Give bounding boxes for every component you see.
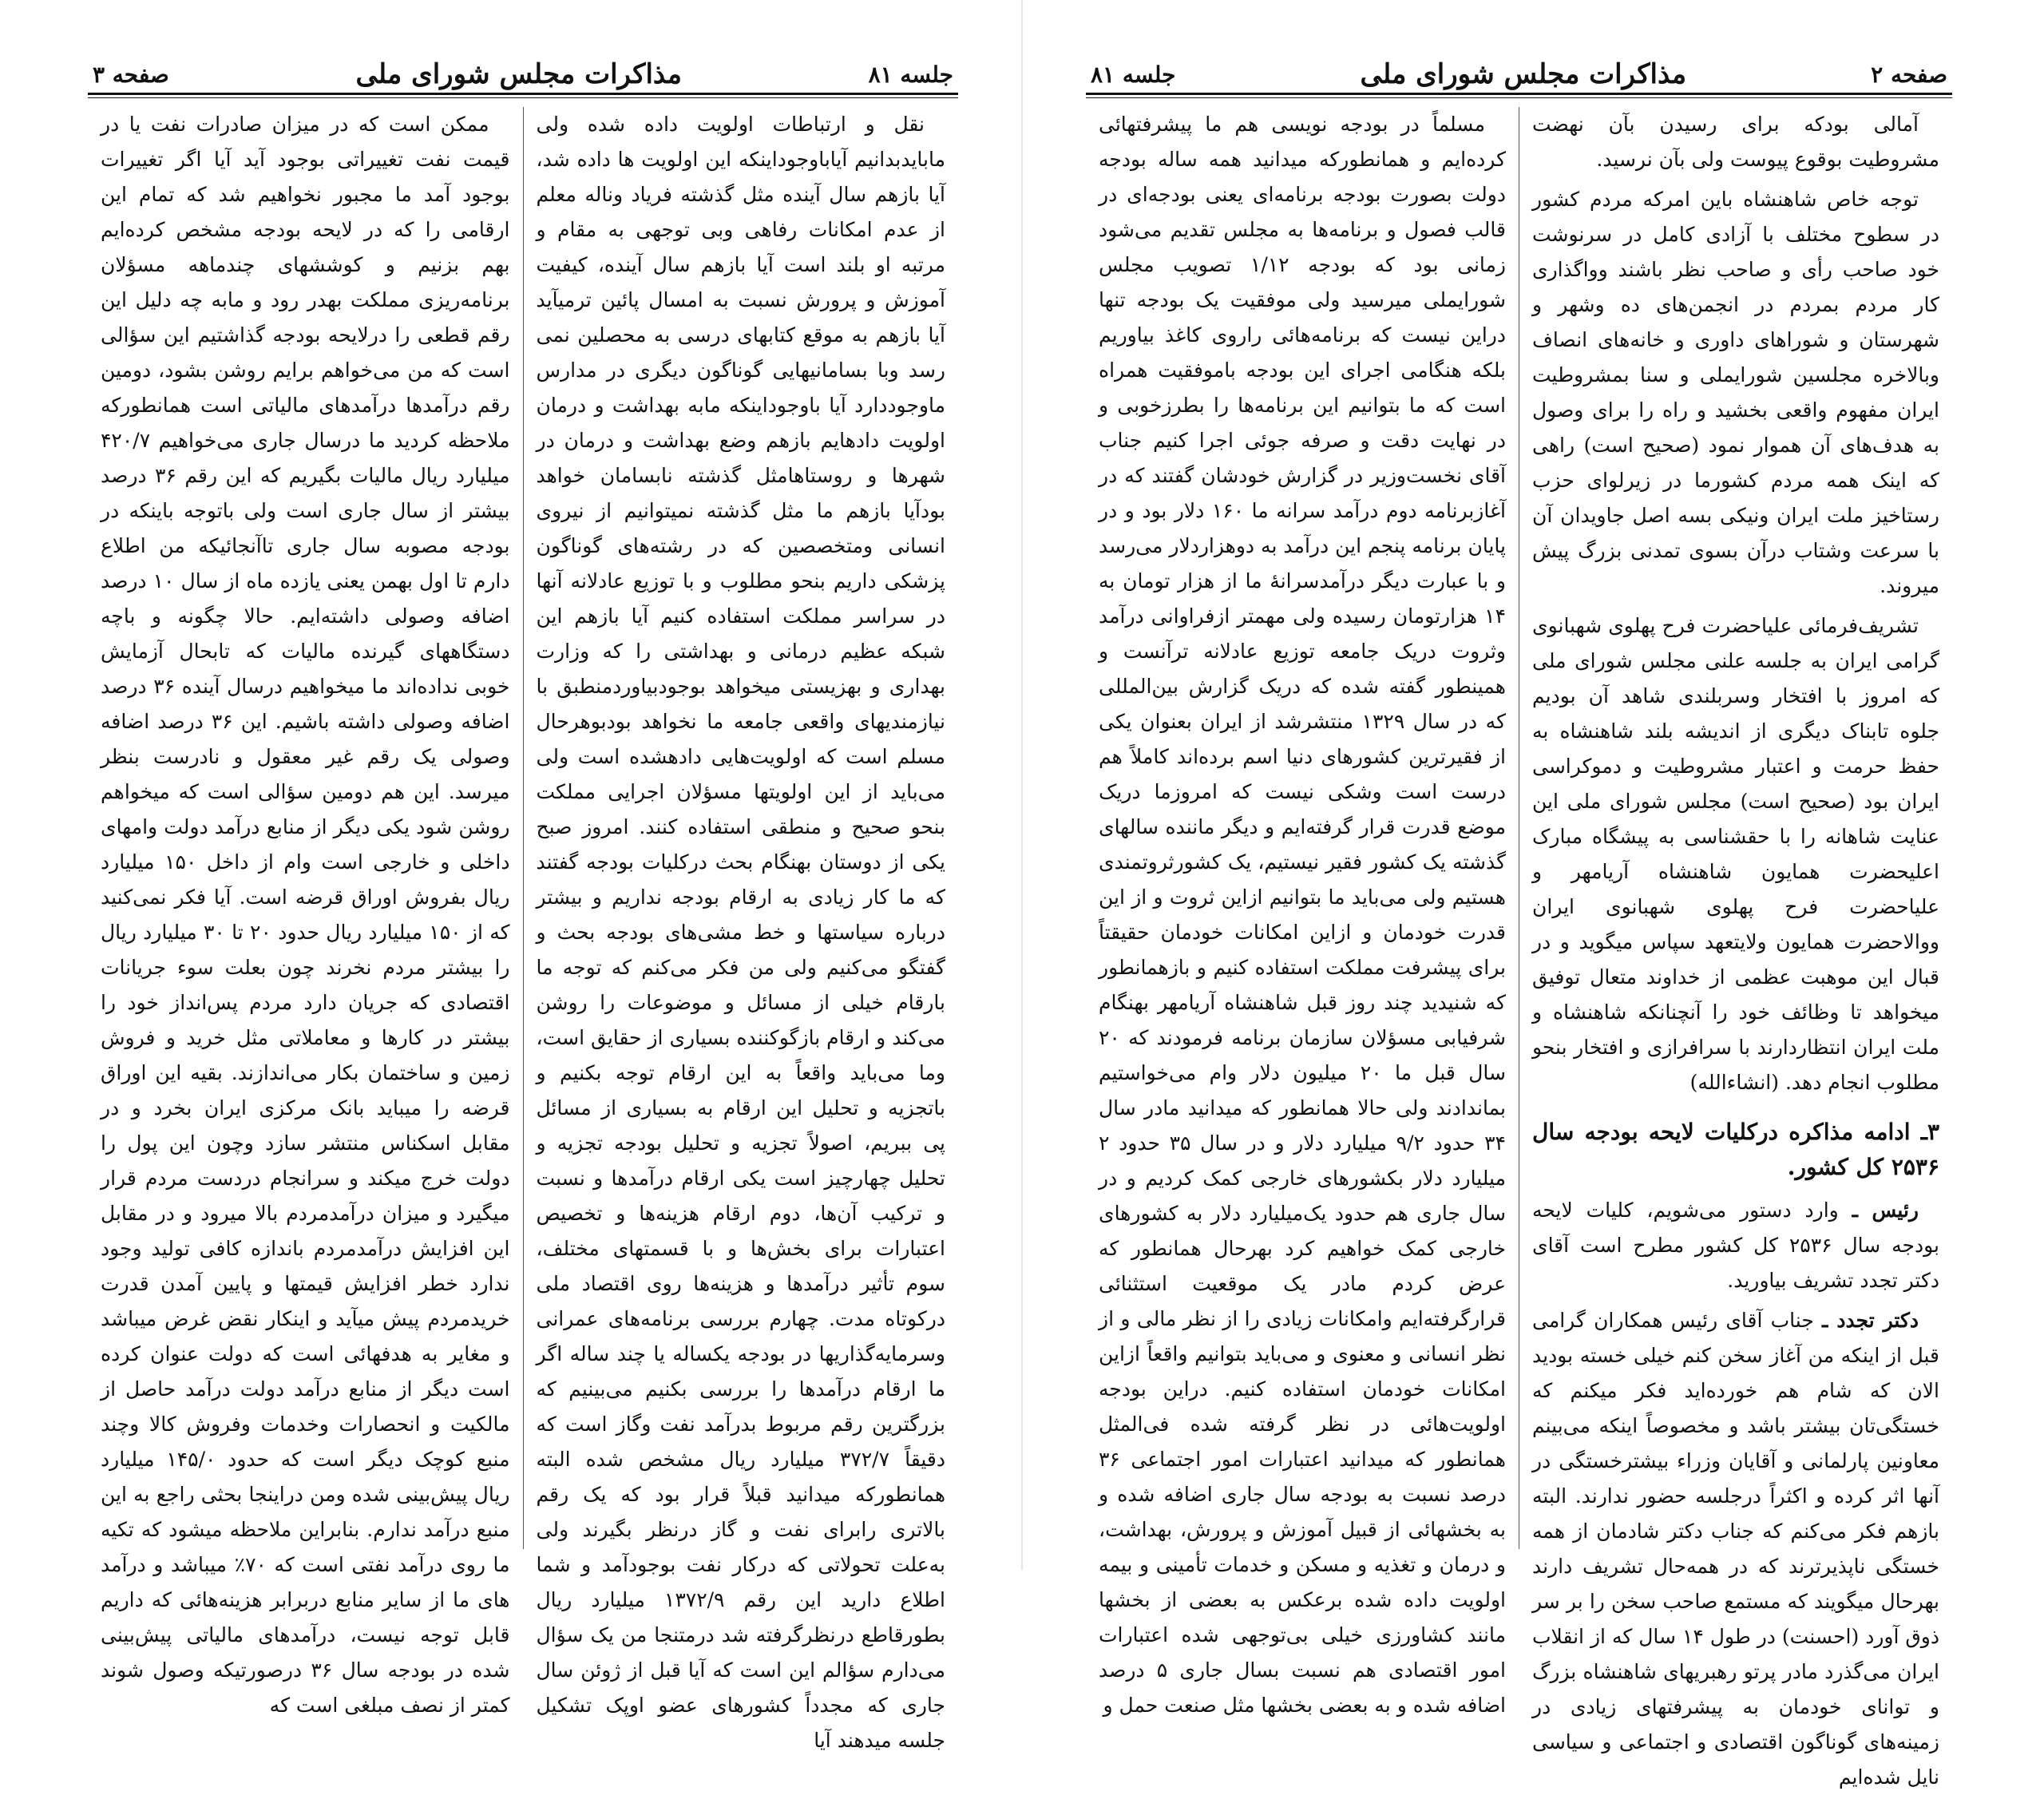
paragraph: آمالی بودکه برای رسیدن بآن نهضت مشروطیت بوقوع پیوست ولی بآن نرسید. [1532, 113, 1939, 171]
header-rule [1086, 97, 1952, 98]
speaker-paragraph [1532, 1193, 1939, 1298]
header-rule [88, 97, 958, 98]
paragraph: تشریف‌فرمائی علیاحضرت فرح پهلوی شهبانوی گرامی ایران به جلسه علنی مجلس شورای ملی که امروز با افتخار وسربلندی شاهد آن بودیم جلوه تابناک دیگری از اندیشه بلند شاهنشاه به حفظ حرمت و اعتبار مشروطیت و دموکراسی ایران بود (صحیح است) مجلس شورای ملی این عنایت شاهانه را با حقشناسی به پیشگاه مبارک اعلیحضرت همایون شاهنشاه آریامهر و علیاحضرت فرح پهلوی شهبانوی ایران ووالاحضرت همایون ولایتعهد سپاس میگوید و در قبال این موهبت عظمی از خداوند متعال توفیق میخواهد تا وظائف خود را آنچنانکه شاهنشاه و ملت ایران انتظاردارند با سرافرازی و افتخار بنحو مطلوب انجام دهد. (انشاءالله) [1532, 614, 1939, 1094]
session-label: جلسه ۸۱ [1091, 61, 1176, 88]
column-right [1519, 107, 1952, 1789]
text-columns [1086, 107, 1952, 1789]
column-left [1086, 107, 1519, 1717]
paragraph: مسلماً در بودجه نویسی هم ما پیشرفتهائی کرده‌ایم و همانطورکه میدانید همه ساله بودجه دولت بصورت بودجه برنامه‌ای یعنی بودجه‌ای در قالب فصول و برنامه‌ها به مجلس تقدیم می‌شود زمانی بود که بودجه ۱/۱۲ تصویب مجلس شورایملی میرسید ولی موفقیت یک بودجه تنها دراین نیست که برنامه‌هائی راروی کاغذ بیاوریم بلکه هنگامی اجرای این بودجه باموفقیت همراه است که ما بتوانیم این برنامه‌ها را بطرزخوبی و در نهایت دقت و صرفه جوئی اجرا کنیم جناب آقای نخست‌وزیر در گزارش خودشان گفتند که در آغازبرنامه دوم درآمد سرانه ما ۱۶۰ دلار بود و در پایان برنامه پنجم این درآمد به دوهزاردلار می‌رسد و با عبارت دیگر درآمدسرانهٔ ما از هزار تومان به ۱۴ هزارتومان رسیده ولی مهمتر ازفراوانی درآمد وثروت دریک جامعه توزیع عادلانه ترآنست و همینطور گفته شده که دریک گزارش بین‌المللی که در سال ۱۳۲۹ منتشرشد از ایران بعنوان یکی از فقیرترین کشورهای دنیا اسم برده‌اند کاملاً هم درست است وشکی نیست که امروزما دریک موضع قدرت قرار گرفته‌ایم و دیگر ماننده سالهای گذشته یک کشور فقیر نیستیم، یک کشورثروتمندی هستیم ولی می‌باید ما بتوانیم ازاین ثروت و از این قدرت خودمان و ازاین امکانات خودمان حقیقتاً برای پیشرفت مملکت استفاده کنیم و بازهمانطور که شنیدید چند روز قبل شاهنشاه آریامهر بهنگام شرفیابی مسؤلان سازمان برنامه فرمودند که ۲۰ سال قبل ما ۲۰ میلیون دلار وام می‌خواستیم بماندادند ولی حالا همانطور که میدانید مادر سال ۳۴ حدود ۹/۲ میلیارد دلار و در سال ۳۵ حدود ۲ میلیارد دلار بکشورهای خارجی کمک کردیم و در سال جاری هم حدود یک‌میلیارد دلار به کشورهای خارجی کمک خواهیم کرد بهرحال همانطور که عرض کردم مادر یک موقعیت استثنائی قرارگرفته‌ایم وامکانات زیادی را از نظر مالی و از نظر انسانی و معنوی و می‌باید بتوانیم واقعاً ازاین امکانات خودمان استفاده کنیم. دراین بودجه اولویت‌هائی در نظر گرفته شده فی‌المثل همانطور که میدانید اعتبارات امور اجتماعی ۳۶ درصد نسبت به بودجه سال جاری اضافه شده و به بخشهائی از قبیل آموزش و پرورش، بهداشت، و درمان و تغذیه و مسکن و خدمات تأمینی و بیمه اولویت داده شده برعکس به بعضی از بخشها مانند کشاورزی خیلی بی‌توجهی شده اعتبارات امور اقتصادی هم نسبت بسال جاری ۵ درصد اضافه شده و به بعضی بخشها مثل صنعت حمل و [1099, 113, 1507, 1717]
section-heading: ۳ـ ادامه مذاکره درکلیات لایحه بودجه سال ۲۵۳۶ کل کشور. [1532, 1119, 1939, 1180]
page-gutter [1021, 0, 1023, 1570]
speech-text: جناب آقای رئیس همکاران گرامی قبل از اینکه من آغاز سخن کنم خیلی خسته بودید الان که شام هم خورده‌اید فکر میکنم که خستگی‌تان بیشتر باشد و مخصوصاً اینکه می‌بینم معاونین پارلمانی و آقایان وزراء بیشترخستگی در آنها اثر کرده و اکثراً درجلسه حضور ندارند. البته بازهم فکر می‌کنم که جناب دکتر شادمان از همه خستگی ناپذیرترند که در همه‌حال تشریف دارند بهرحال میگویند که مستمع صاحب سخن را بر سر ذوق آورد (احسنت) در طول ۱۴ سال که از انقلاب ایران می‌گذرد مادر پرتو رهبریهای شاهنشاه بزرگ و توانای خودمان به پیشرفتهای زیادی در زمینه‌های گوناگون اقتصادی و اجتماعی و سیاسی نایل شده‌ایم [1532, 1309, 1939, 1789]
paragraph: ممکن است که در میزان صادرات نفت یا در قیمت نفت تغییراتی بوجود آید آیا اگر تغییرات بوجود آمد ما مجبور نخواهیم شد که تمام این ارقامی را که در لایحه بودجه مشخص کرده‌ایم بهم بزنیم و کوششهای چندماهه مسؤلان برنامه‌ریزی مملکت بهدر رود و مابه چه دلیل این رقم قطعی را درلایحه بودجه گذاشتیم این سؤالی است که من می‌خواهم برایم روشن بشود، دومین رقم درآمدها درآمدهای مالیاتی است همانطورکه ملاحظه کردید ما درسال جاری می‌خواهیم ۴۲۰/۷ میلیارد ریال مالیات بگیریم که این رقم ۳۶ درصد بیشتر از سال جاری است ولی باتوجه باینکه در بودجه مصوبه سال جاری تاآنجائیکه من اطلاع دارم تا اول بهمن یعنی یازده ماه از سال ۱۰ درصد اضافه وصولی داشته‌ایم. حالا چگونه و باچه دستگاههای گیرنده مالیات که تابحال آزمایش خوبی نداده‌اند ما میخواهیم درسال آینده ۳۶ درصد اضافه وصولی داشته باشیم. این ۳۶ درصد اضافه وصولی یک رقم غیر معقول و نادرست بنظر میرسد. این هم دومین سؤالی است که میخواهم روشن شود یکی دیگر از منابع درآمد دولت وامهای داخلی و خارجی است وام از داخل ۱۵۰ میلیارد ریال بفروش اوراق قرضه است. آیا فکر نمی‌کنید که از ۱۵۰ میلیارد ریال حدود ۲۰ تا ۳۰ میلیارد ریال را بیشتر مردم نخرند چون بعلت سوء جریانات اقتصادی که جریان دارد مردم پس‌انداز خود را بیشتر در کارها و معاملاتی مثل خرید و فروش زمین و ساختمان بکار می‌اندازند. بقیه این اوراق قرضه را میباید بانک مرکزی ایران بخرد و در مقابل اسکناس منتشر سازد وچون این پول را دولت خرج میکند و سرانجام دردست مردم قرار میگیرد و میزان درآمدمردم بالا میرود و در مقابل این افزایش درآمدمردم باندازه کافی تولید وجود ندارد خطر افزایش قیمتها و پایین آمدن قدرت خریدمردم پیش میآید و اینکار نقض غرض میباشد و مغایر به هدفهائی است که دولت عنوان کرده است دیگر از منابع درآمد دولت درآمد حاصل از مالکیت و انحصارات وخدمات وفروش کالا وچند منبع کوچک دیگر است که حدود ۱۴۵/۰ میلیارد ریال پیش‌بینی شده ومن دراینجا بحثی راجع به این منبع درآمد ندارم. بنابراین ملاحظه میشود که تکیه ما روی درآمد نفتی است که ۷۰٪ میباشد و درآمد های ما از سایر منابع دربرابر هزینه‌هائی که داریم قابل توجه نیست، درآمدهای مالیاتی پیش‌بینی شده در بودجه سال ۳۶ درصورتیکه وصول شوند کمتر از نصف مبلغی است که [101, 113, 510, 1717]
page-header [1086, 56, 1952, 95]
text-columns [88, 107, 958, 1752]
page-header [88, 56, 958, 95]
page-number: صفحه ۲ [1871, 61, 1947, 88]
column-left [88, 107, 524, 1717]
column-right [524, 107, 959, 1752]
page-title: مذاکرات مجلس شورای ملی [355, 58, 682, 90]
page-3 [88, 56, 958, 1752]
page-number: صفحه ۳ [93, 61, 169, 88]
speaker-name: دکتر تجدد ـ [1822, 1309, 1919, 1332]
speaker-paragraph [1532, 1303, 1939, 1795]
page-title: مذاکرات مجلس شورای ملی [1360, 58, 1687, 90]
paragraph: نقل و ارتباطات اولویت داده شده ولی مابایدبدانیم آیاباوجوداینکه این اولویت ها داده شد، آیا بازهم سال آینده مثل گذشته فریاد وناله معلم از عدم امکانات رفاهی وبی توجهی به مقام و مرتبه او بلند است آیا بازهم سال آینده، کیفیت آموزش و پرورش نسبت به امسال پائین ترمیآید آیا بازهم به موقع کتابهای درسی به محصلین نمی رسد وبا بسامانیهایی گوناگون دیگری در مدارس ماوجوددارد آیا باوجوداینکه مابه بهداشت و درمان اولویت دادهایم بازهم وضع بهداشت و درمان در شهرها و روستاهامثل گذشته نابسامان خواهد بودآیا بازهم ما مثل گذشته نمیتوانیم از نیروی انسانی ومتخصصین که در رشته‌های گوناگون پزشکی داریم بنحو مطلوب و با توزیع عادلانه آنها در سراسر مملکت استفاده کنیم آیا بازهم این شبکه عظیم درمانی و بهداشتی را که وزارت بهداری و بهزیستی میخواهد بوجودبیاوردمنطبق با نیازمندیهای واقعی جامعه ما نخواهد بودبوهرحال مسلم است که اولویت‌هایی دادهشده است ولی می‌باید از این اولویتها مسؤلان اجرایی مملکت بنحو صحیح و منطقی استفاده کنند. امروز صبح یکی از دوستان بهنگام بحث درکلیات بودجه گفتند که ما کار زیادی به ارقام بودجه نداریم و بیشتر درباره سیاستها و خط مشی‌های بودجه بحث و گفتگو می‌کنیم ولی من فکر می‌کنم که توجه ما بارقام خیلی از مسائل و موضوعات را روشن می‌کند و ارقام بازگوکننده بسیاری از حقایق است، وما می‌باید واقعاً به این ارقام توجه بکنیم و باتجزیه و تحلیل این ارقام به بسیاری از مسائل پی ببریم، اصولاً تجزیه و تحلیل بودجه تجزیه و تحلیل چهارچیز است یکی ارقام درآمدها و نسبت و ترکیب آن‌ها، دوم ارقام هزینه‌ها و تخصیص اعتبارات برای بخش‌ها و با قسمتهای مختلف، سوم تأثیر درآمدها و هزینه‌ها روی اقتصاد ملی درکوتاه مدت. چهارم بررسی برنامه‌های عمرانی وسرمایه‌گذاریها در بودجه یکساله یا چند ساله اگر ما ارقام درآمدها را بررسی بکنیم می‌بینیم که بزرگترین رقم مربوط بدرآمد نفت وگاز است که دقیقاً ۳۷۲/۷ میلیارد ریال مشخص شده البته همانطورکه میدانید قبلاً قرار بود که یک رقم بالاتری رابرای نفت و گاز درنظر بگیرند ولی به‌علت تحولاتی که درکار نفت بوجودآمد و شما اطلاع دارید این رقم ۱۳۷۲/۹ میلیارد ریال بطورقاطع درنظرگرفته شد درمتنجا من یک سؤال می‌دارم سؤالم این است که آیا قبل از ژوئن سال جاری که مجدداً کشورهای عضو اوپک تشکیل جلسه میدهند آیا [536, 113, 945, 1752]
session-label: جلسه ۸۱ [868, 61, 953, 88]
speaker-name: رئیس ـ [1852, 1199, 1919, 1222]
paragraph: توجه خاص شاهنشاه باین امرکه مردم کشور در سطوح مختلف با آزادی کامل در سرنوشت خود صاحب رأی و صاحب نظر باشند وواگذاری کار مردم بمردم در انجمن‌های ده وشهر و شهرستان و شوراهای داوری و خانه‌های انصاف وبالاخره مجلسین شورایملی و سنا بمشروطیت ایران مفهوم واقعی بخشید و راه را برای وصول به هدف‌های آن هموار نمود (صحیح است) راهی که اینک همه مردم کشورما در زیرلوای حزب رستاخیز ملت ایران ونیکی بسه اصل جاویدان آن با سرعت وشتاب درآن بسوی تمدنی بزرگ پیش میروند. [1532, 188, 1939, 597]
page-2 [1086, 56, 1952, 1789]
speech-text: وارد دستور می‌شویم، کلیات لایحه بودجه سال ۲۵۳۶ کل کشور مطرح است آقای دکتر تجدد تشریف بیاورید. [1532, 1199, 1939, 1292]
